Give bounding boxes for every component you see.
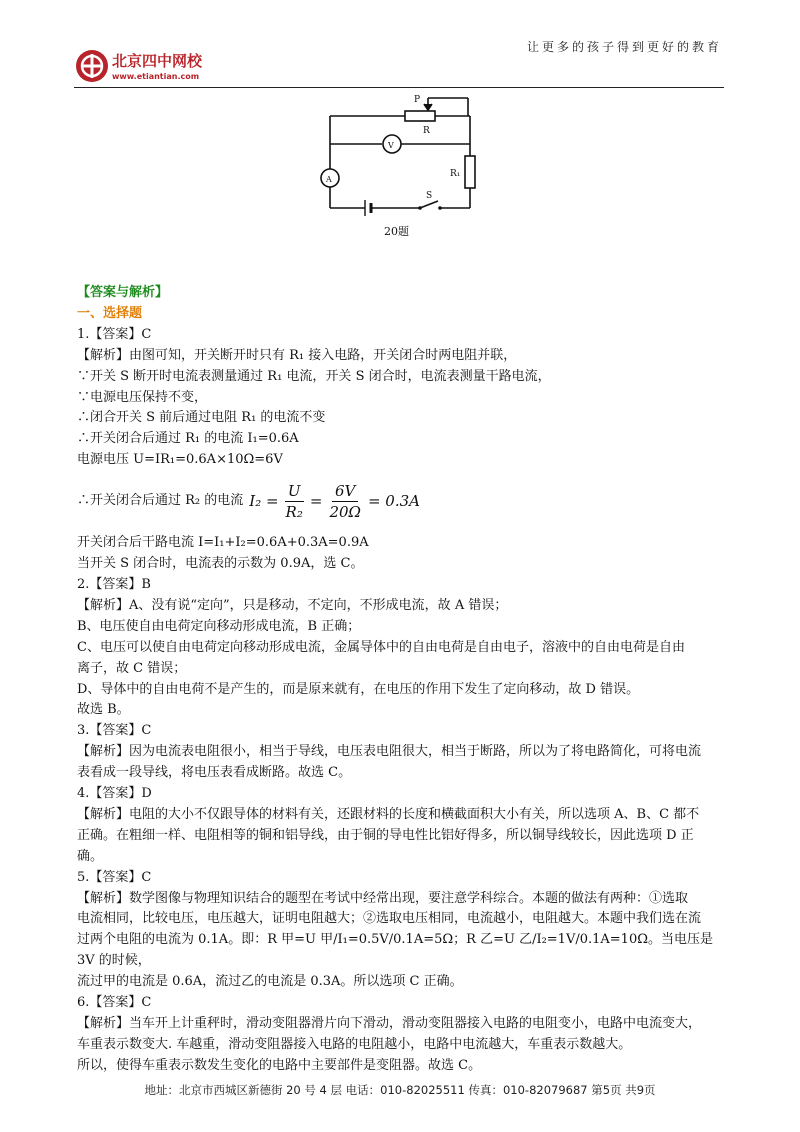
- formula-result: = 0.3A: [367, 491, 420, 510]
- label-v: V: [388, 141, 394, 150]
- text-line: 车重表示数变大. 车越重，滑动变阻器接入电路的电阻越小，电路中电流越大，车重表示数越大。: [77, 1036, 632, 1052]
- page-header: [0, 0, 800, 95]
- text-line: 1.【答案】C: [77, 326, 152, 342]
- text-line: 确。: [77, 848, 104, 864]
- answer-title: 【答案与解析】: [77, 285, 169, 300]
- text-line: 5.【答案】C: [77, 869, 152, 885]
- text-line: 所以，使得车重表示数发生变化的电路中主要部件是变阻器。故选 C。: [77, 1057, 482, 1073]
- logo-url: www.etiantian.com: [112, 72, 200, 81]
- text-line: 【解析】因为电流表电阻很小，相当于导线，电压表电阻很大，相当于断路，所以为了将电路简化，可将电流: [77, 744, 702, 760]
- answer-content: [77, 283, 732, 1077]
- text-line: 【解析】数学图像与物理知识结合的题型在考试中经常出现，要注意学科综合。本题的做法有两种：①选取: [77, 890, 689, 906]
- text-line: 开关闭合后干路电流 I=I₁+I₂=0.6A+0.3A=0.9A: [77, 535, 369, 551]
- text-line: 表看成一段导线，将电压表看成断路。故选 C。: [77, 765, 352, 781]
- text-line: 6.【答案】C: [77, 995, 152, 1011]
- text-line: 【解析】A、没有说“定向”，只是移动，不定向，不形成电流，故 A 错误；: [77, 597, 508, 613]
- fraction-u-r2: [283, 481, 306, 522]
- text-line: ∵开关 S 断开时电流表测量通过 R₁ 电流，开关 S 闭合时，电流表测量干路电流，: [77, 368, 551, 384]
- text-line: 电源电压 U=IR₁=0.6A×10Ω=6V: [77, 452, 283, 468]
- fraction-values: [326, 481, 364, 522]
- fraction-denominator: 20Ω: [329, 502, 361, 521]
- text-line: 当开关 S 闭合时，电流表的示数为 0.9A，选 C。: [77, 556, 364, 572]
- figure-caption: 20题: [384, 225, 409, 238]
- text-line: ∵电源电压保持不变，: [77, 389, 208, 405]
- label-a: A: [326, 175, 332, 184]
- text-line: B、电压使自由电荷定向移动形成电流，B 正确；: [77, 618, 361, 634]
- label-r: R: [423, 126, 430, 136]
- text-line: ∴开关闭合后通过 R₁ 的电流 I₁=0.6A: [77, 431, 299, 447]
- formula-lhs: I₂ =: [249, 491, 279, 510]
- text-line: 电流相同，比较电压，电压越大，证明电阻越大；②选取电压相同，电流越小，电阻越大。本题中我们选在流: [77, 911, 702, 927]
- text-line: 【解析】由图可知，开关断开时只有 R₁ 接入电路，开关闭合时两电阻并联，: [77, 347, 517, 363]
- text-line: 2.【答案】B: [77, 576, 151, 592]
- logo-text: 北京四中网校: [112, 52, 203, 70]
- fraction-denominator: R₂: [285, 502, 303, 521]
- text-line: 过两个电阻的电流为 0.1A。即：R 甲=U 甲/I₁=0.5V/0.1A=5Ω；R 乙=U 乙/I₂=1V/0.1A=10Ω。当电压是 3V 的时候，: [77, 932, 713, 969]
- label-r1: R₁: [450, 169, 461, 179]
- text-line: 离子，故 C 错误；: [77, 660, 187, 676]
- header-slogan: 让更多的孩子得到更好的教育: [526, 40, 722, 54]
- fraction-numerator: 6V: [332, 481, 358, 502]
- text-line: 3.【答案】C: [77, 723, 152, 739]
- text-line: 故选 B。: [77, 702, 130, 718]
- text-line: ∴闭合开关 S 前后通过电阻 R₁ 的电流不变: [77, 410, 326, 426]
- header-divider: [74, 87, 724, 88]
- formula-prefix: ∴开关闭合后通过 R₂ 的电流: [77, 492, 244, 508]
- circuit-diagram: [310, 92, 490, 240]
- text-line: 【解析】当车开上计重秤时，滑动变阻器滑片向下滑动，滑动变阻器接入电路的电阻变小，电路中电流变大，: [77, 1016, 702, 1031]
- label-p: P: [414, 95, 421, 105]
- text-line: 流过甲的电流是 0.6A，流过乙的电流是 0.3A。所以选项 C 正确。: [77, 974, 463, 990]
- fraction-numerator: U: [285, 481, 304, 502]
- text-line: C、电压可以使自由电荷定向移动形成电流，金属导体中的自由电荷是自由电子，溶液中的自由电荷是自由: [77, 639, 685, 655]
- logo-emblem-icon: [74, 48, 244, 86]
- page-footer: 地址：北京市西城区新德街 20 号 4 层 电话：010-82025511 传真：010-82079687 第5页 共9页: [144, 1083, 656, 1097]
- formula-line: [77, 475, 732, 527]
- text-line: D、导体中的自由电荷不是产生的，而是原来就有，在电压的作用下发生了定向移动，故 D 错误。: [77, 681, 640, 697]
- section-title: 一、选择题: [77, 305, 143, 321]
- label-s: S: [426, 191, 433, 201]
- school-logo: [74, 48, 244, 86]
- text-line: 4.【答案】D: [77, 786, 152, 802]
- formula-equals: =: [309, 491, 323, 510]
- text-line: 正确。在粗细一样、电阻相等的铜和铝导线，由于铜的导电性比铝好得多，所以铜导线较长，因此选项 D 正: [77, 827, 694, 843]
- text-line: 【解析】电阻的大小不仅跟导体的材料有关，还跟材料的长度和横截面积大小有关，所以选项 A、B、C 都不: [77, 806, 700, 822]
